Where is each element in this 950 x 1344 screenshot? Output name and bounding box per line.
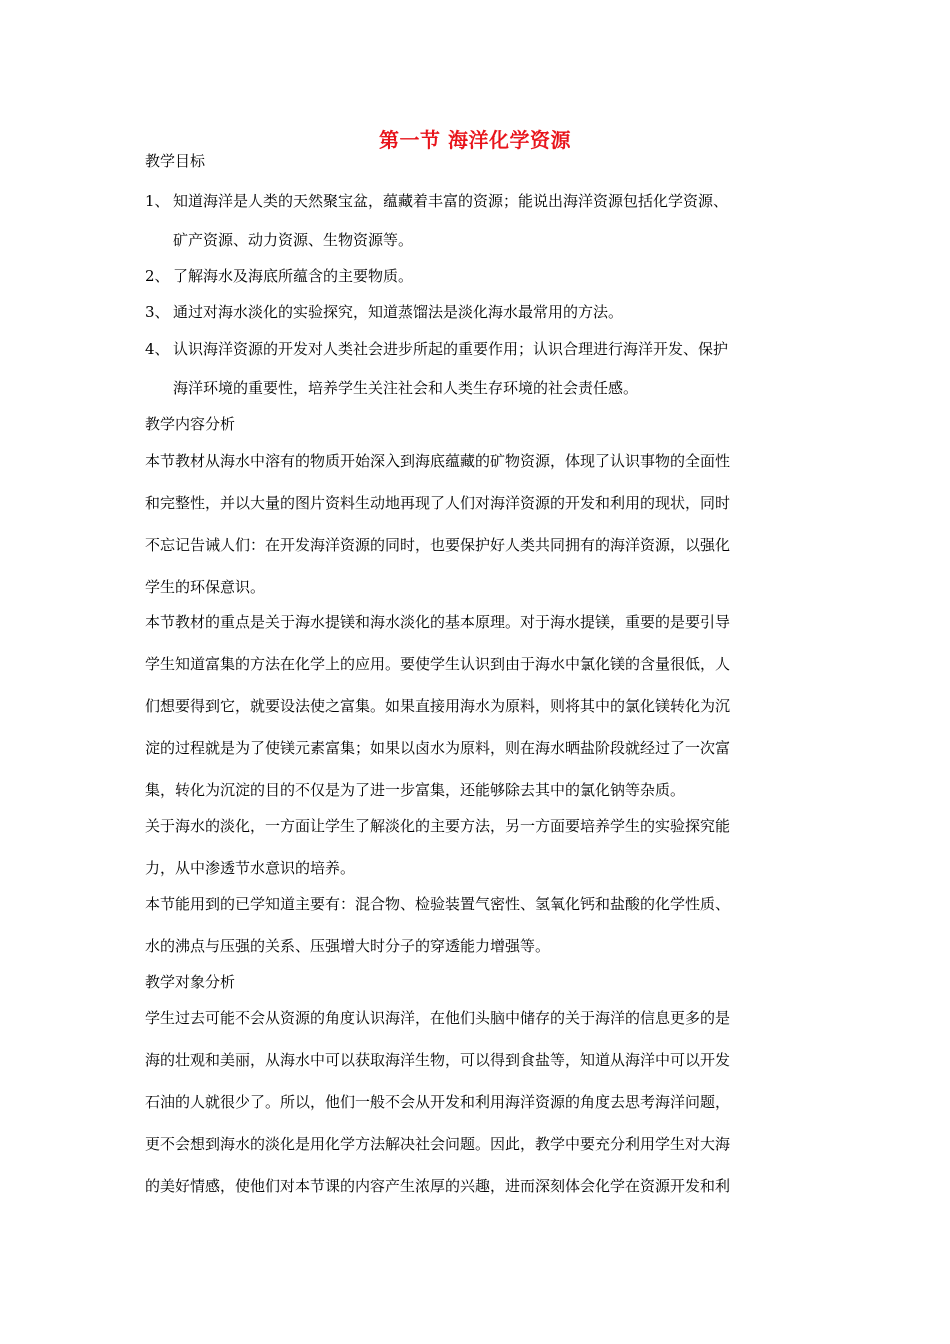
content-line: 淀的过程就是为了使镁元素富集；如果以卤水为原料，则在海水晒盐阶段就经过了一次富 bbox=[145, 739, 731, 757]
content-line: 集，转化为沉淀的目的不仅是为了进一步富集，还能够除去其中的氯化钠等杂质。 bbox=[145, 781, 686, 799]
audience-line: 学生过去可能不会从资源的角度认识海洋，在他们头脑中储存的关于海洋的信息更多的是 bbox=[145, 1009, 731, 1027]
goal-item-4 bbox=[145, 339, 815, 359]
goal-number: 4、 bbox=[145, 340, 170, 358]
goal-item-1-continued: 矿产资源、动力资源、生物资源等。 bbox=[173, 231, 414, 249]
section-heading-goals: 教学目标 bbox=[145, 152, 206, 170]
content-line: 关于海水的淡化，一方面让学生了解淡化的主要方法，另一方面要培养学生的实验探究能 bbox=[145, 817, 731, 835]
goal-item-3 bbox=[145, 302, 815, 322]
goal-text: 知道海洋是人类的天然聚宝盆，蕴藏着丰富的资源；能说出海洋资源包括化学资源、 bbox=[173, 192, 729, 210]
content-line: 和完整性，并以大量的图片资料生动地再现了人们对海洋资源的开发和利用的现状，同时 bbox=[145, 494, 731, 512]
section-heading-audience: 教学对象分析 bbox=[145, 973, 236, 991]
content-line: 学生知道富集的方法在化学上的应用。要使学生认识到由于海水中氯化镁的含量很低，人 bbox=[145, 655, 731, 673]
content-line: 力，从中渗透节水意识的培养。 bbox=[145, 859, 356, 877]
content-line: 学生的环保意识。 bbox=[145, 578, 266, 596]
goal-number: 2、 bbox=[145, 267, 170, 285]
goal-item-1 bbox=[145, 191, 815, 211]
audience-line: 的美好情感，使他们对本节课的内容产生浓厚的兴趣，进而深刻体会化学在资源开发和利 bbox=[145, 1177, 731, 1195]
goal-number: 3、 bbox=[145, 303, 170, 321]
goal-item-2 bbox=[145, 266, 815, 286]
goal-item-4-continued: 海洋环境的重要性，培养学生关注社会和人类生存环境的社会责任感。 bbox=[173, 379, 639, 397]
goal-number: 1、 bbox=[145, 192, 170, 210]
page-title: 第一节 海洋化学资源 bbox=[379, 128, 571, 152]
content-line: 本节教材从海水中溶有的物质开始深入到海底蕴藏的矿物资源，体现了认识事物的全面性 bbox=[145, 452, 731, 470]
content-line: 不忘记告诫人们：在开发海洋资源的同时，也要保护好人类共同拥有的海洋资源，以强化 bbox=[145, 536, 731, 554]
content-line: 水的沸点与压强的关系、压强增大时分子的穿透能力增强等。 bbox=[145, 937, 551, 955]
content-line: 本节能用到的已学知道主要有：混合物、检验装置气密性、氢氧化钙和盐酸的化学性质、 bbox=[145, 895, 731, 913]
goal-text: 了解海水及海底所蕴含的主要物质。 bbox=[173, 267, 414, 285]
goal-text: 通过对海水淡化的实验探究，知道蒸馏法是淡化海水最常用的方法。 bbox=[173, 303, 624, 321]
goal-text: 认识海洋资源的开发对人类社会进步所起的重要作用；认识合理进行海洋开发、保护 bbox=[173, 340, 729, 358]
audience-line: 海的壮观和美丽，从海水中可以获取海洋生物，可以得到食盐等，知道从海洋中可以开发 bbox=[145, 1051, 731, 1069]
section-heading-content: 教学内容分析 bbox=[145, 415, 236, 433]
content-line: 们想要得到它，就要设法使之富集。如果直接用海水为原料，则将其中的氯化镁转化为沉 bbox=[145, 697, 731, 715]
audience-line: 更不会想到海水的淡化是用化学方法解决社会问题。因此，教学中要充分利用学生对大海 bbox=[145, 1135, 731, 1153]
content-line: 本节教材的重点是关于海水提镁和海水淡化的基本原理。对于海水提镁，重要的是要引导 bbox=[145, 613, 731, 631]
audience-line: 石油的人就很少了。所以，他们一般不会从开发和利用海洋资源的角度去思考海洋问题， bbox=[145, 1093, 731, 1111]
